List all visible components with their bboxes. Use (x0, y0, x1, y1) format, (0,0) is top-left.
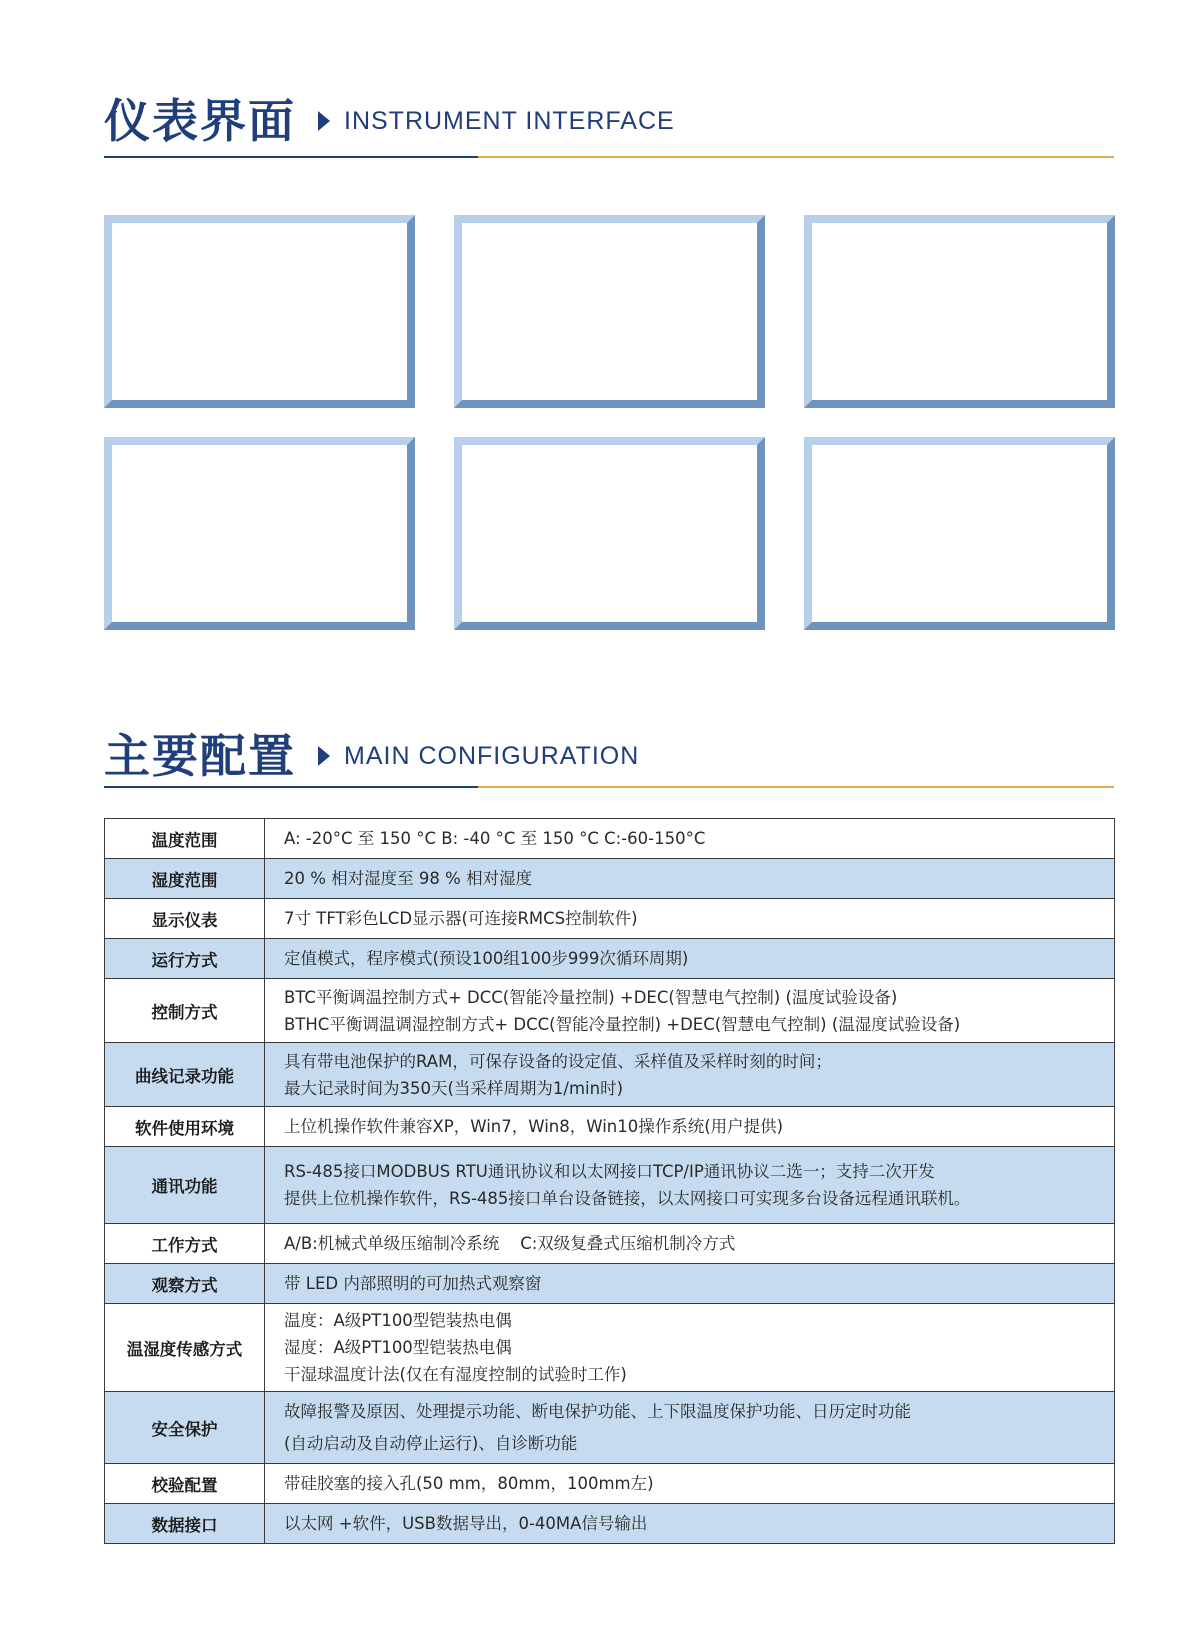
title-divider-orange (478, 786, 1114, 788)
interface-screenshot-frame (454, 215, 765, 408)
config-value: 故障报警及原因、处理提示功能、断电保护功能、上下限温度保护功能、日历定时功能 (自动启动及自动停止运行)、自诊断功能 (265, 1392, 1115, 1464)
config-value: BTC平衡调温控制方式+ DCC(智能冷量控制) +DEC(智慧电气控制) (温度试验设备) BTHC平衡调温调湿控制方式+ DCC(智能冷量控制) +DEC(智慧电气控制) (温湿度试验设备) (265, 979, 1115, 1043)
config-label: 温湿度传感方式 (105, 1304, 265, 1392)
title-divider-blue (104, 156, 478, 158)
config-row (105, 1107, 1115, 1147)
config-row (105, 939, 1115, 979)
config-table (104, 818, 1115, 1544)
interface-screenshot-frame (104, 215, 415, 408)
interface-screenshot-frame (104, 437, 415, 630)
config-row (105, 1504, 1115, 1544)
config-value: A: -20°C 至 150 °C B: -40 °C 至 150 °C C:-60-150°C (265, 819, 1115, 859)
section-title-en: MAIN CONFIGURATION (344, 741, 640, 770)
caret-right-icon (318, 111, 330, 131)
config-label: 工作方式 (105, 1224, 265, 1264)
config-row (105, 1224, 1115, 1264)
config-row (105, 979, 1115, 1043)
config-label: 数据接口 (105, 1504, 265, 1544)
config-row (105, 1304, 1115, 1392)
config-value: A/B:机械式单级压缩制冷系统 C:双级复叠式压缩机制冷方式 (265, 1224, 1115, 1264)
title-divider-orange (478, 156, 1114, 158)
section-title-cn: 仪表界面 (104, 94, 296, 148)
config-label: 温度范围 (105, 819, 265, 859)
config-value: 7寸 TFT彩色LCD显示器(可连接RMCS控制软件) (265, 899, 1115, 939)
config-label: 曲线记录功能 (105, 1043, 265, 1107)
config-label: 安全保护 (105, 1392, 265, 1464)
config-label: 观察方式 (105, 1264, 265, 1304)
config-value: 上位机操作软件兼容XP，Win7，Win8，Win10操作系统(用户提供) (265, 1107, 1115, 1147)
config-label: 软件使用环境 (105, 1107, 265, 1147)
config-value: 带硅胶塞的接入孔(50 mm，80mm，100mm左) (265, 1464, 1115, 1504)
config-row (105, 819, 1115, 859)
interface-screenshot-frame (804, 215, 1115, 408)
config-row (105, 1147, 1115, 1224)
config-row (105, 899, 1115, 939)
config-value: 定值模式，程序模式(预设100组100步999次循环周期) (265, 939, 1115, 979)
config-value: 以太网 +软件，USB数据导出，0-40MA信号输出 (265, 1504, 1115, 1544)
config-row (105, 1464, 1115, 1504)
config-row (105, 1043, 1115, 1107)
interface-screenshot-frame (804, 437, 1115, 630)
config-label: 显示仪表 (105, 899, 265, 939)
caret-right-icon (318, 746, 330, 766)
config-value: 20 % 相对湿度至 98 % 相对湿度 (265, 859, 1115, 899)
config-label: 运行方式 (105, 939, 265, 979)
config-label: 控制方式 (105, 979, 265, 1043)
config-row (105, 1264, 1115, 1304)
config-value: 带 LED 内部照明的可加热式观察窗 (265, 1264, 1115, 1304)
interface-screenshot-frame (454, 437, 765, 630)
config-label: 校验配置 (105, 1464, 265, 1504)
config-value: 温度：A级PT100型铠装热电偶 湿度：A级PT100型铠装热电偶 干湿球温度计法(仅在有湿度控制的试验时工作) (265, 1304, 1115, 1392)
section-title-cn: 主要配置 (104, 729, 296, 783)
config-row (105, 859, 1115, 899)
section-title-interface (104, 94, 675, 148)
title-divider-blue (104, 786, 478, 788)
section-title-en: INSTRUMENT INTERFACE (344, 106, 675, 135)
config-row (105, 1392, 1115, 1464)
config-value: 具有带电池保护的RAM，可保存设备的设定值、采样值及采样时刻的时间； 最大记录时间为350天(当采样周期为1/min时) (265, 1043, 1115, 1107)
config-label: 湿度范围 (105, 859, 265, 899)
config-label: 通讯功能 (105, 1147, 265, 1224)
section-title-config (104, 729, 640, 783)
config-value: RS-485接口MODBUS RTU通讯协议和以太网接口TCP/IP通讯协议二选一；支持二次开发 提供上位机操作软件，RS-485接口单台设备链接，以太网接口可实现多台设备远程通讯联机。 (265, 1147, 1115, 1224)
